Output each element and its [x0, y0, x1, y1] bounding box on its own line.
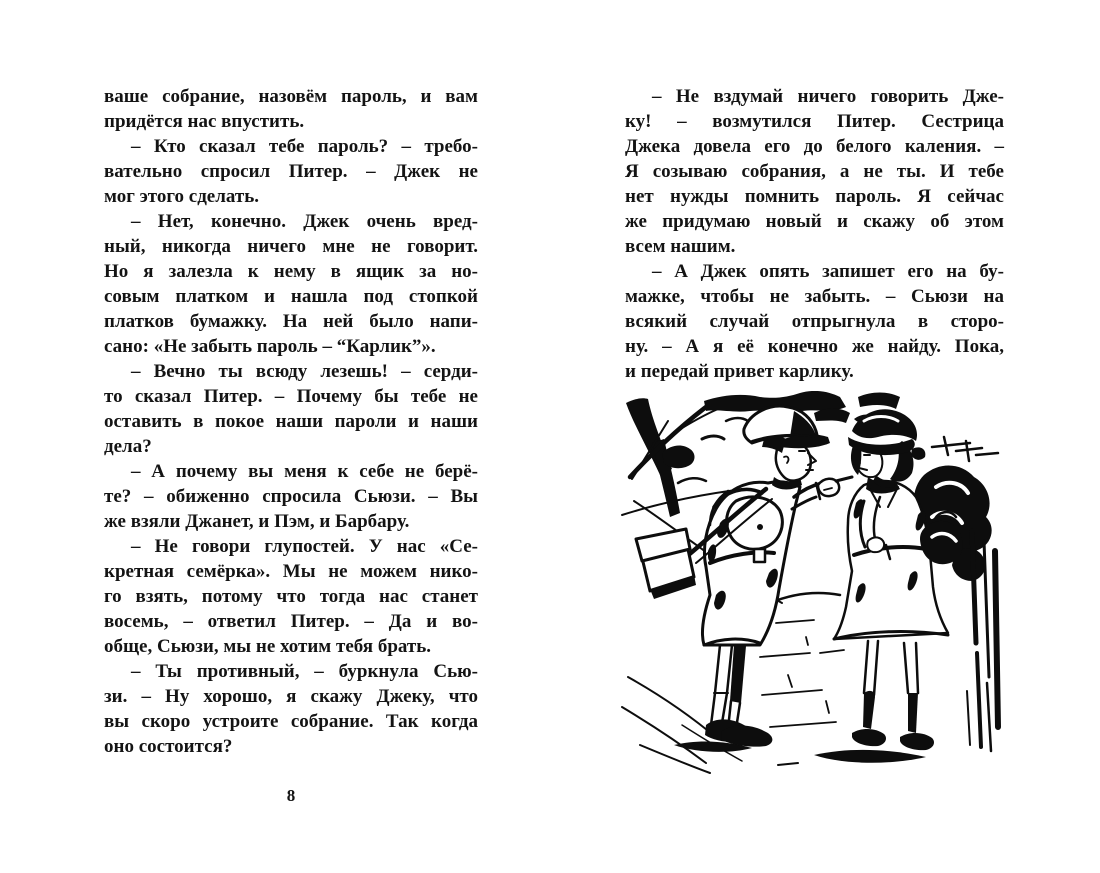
text-line: – Не говори глупостей. У нас «Се- [131, 536, 478, 557]
text-line: совым платком и нашла под стопкой [104, 286, 478, 307]
text-line: обще, Сьюзи, мы не хотим тебя брать. [104, 636, 432, 657]
text-line: ну. – А я её конечно же найду. Пока, [625, 336, 1004, 357]
text-line: восемь, – ответил Питер. – Да и во- [104, 611, 478, 632]
tree-sketch [626, 398, 724, 517]
text-line: же придумаю новый и скажу об этом [625, 211, 1004, 232]
text-line: – А Джек опять запишет его на бу- [652, 261, 1004, 282]
text-line: го взять, потому что тогда нас станет [104, 586, 478, 607]
text-line: сано: «Не забыть пароль – “Карлик”». [104, 336, 436, 357]
text-line: Джека довела его до белого каления. – [625, 136, 1004, 157]
text-line: ный, никогда ничего мне не говорит. [104, 236, 478, 257]
text-line: те? – обиженно спросила Сьюзи. – Вы [104, 486, 478, 507]
text-line: кретная семёрка». Мы не можем нико- [104, 561, 478, 582]
girl-figure [834, 409, 963, 750]
text-line: зи. – Ну хорошо, я скажу Джеку, что [104, 686, 478, 707]
text-line: Но я залезла к нему в ящик за но- [104, 261, 478, 282]
text-line: вы скоро устроите собрание. Так когда [104, 711, 478, 732]
text-line: и передай привет карлику. [625, 361, 854, 382]
text-line: – Вечно ты всюду лезешь! – серди- [131, 361, 478, 382]
text-line: ку! – возмутился Питер. Сестрица [625, 111, 1004, 132]
text-line: платков бумажку. На ней было напи- [104, 311, 478, 332]
text-line: всем нашим. [625, 236, 736, 257]
text-line: то сказал Питер. – Почему бы тебе не [104, 386, 478, 407]
text-line: придётся нас впустить. [104, 111, 305, 132]
text-line: – Кто сказал тебе пароль? – требо- [131, 136, 478, 157]
text-line: – Нет, конечно. Джек очень вред- [131, 211, 478, 232]
text-line: же взяли Джанет, и Пэм, и Барбару. [104, 511, 410, 532]
text-line: – А почему вы меня к себе не берё- [131, 461, 478, 482]
text-line: мажке, чтобы не забыть. – Сьюзи на [625, 286, 1004, 307]
text-line: – Ты противный, – буркнула Сью- [131, 661, 478, 682]
text-line: – Не вздумай ничего говорить Дже- [652, 86, 1004, 107]
text-line: ваше собрание, назовём пароль, и вам [104, 86, 478, 107]
text-line: Я созываю собрания, а не ты. И тебе [625, 161, 1004, 182]
right-page-text [625, 84, 1004, 384]
text-line: мог этого сделать. [104, 186, 260, 207]
text-line: дела? [104, 436, 152, 457]
text-line: вательно спросил Питер. – Джек не [104, 161, 478, 182]
text-line: оно состоится? [104, 736, 233, 757]
text-line: оставить в покое наши пароли и наши [104, 411, 478, 432]
text-line: нет нужды помнить пароль. Я сейчас [625, 186, 1004, 207]
text-line: всякий случай отпрыгнула в сторо- [625, 311, 1004, 332]
illustration-boy-scolding-girl [618, 391, 1012, 777]
left-page-text [104, 84, 478, 759]
page-number: 8 [286, 786, 296, 805]
